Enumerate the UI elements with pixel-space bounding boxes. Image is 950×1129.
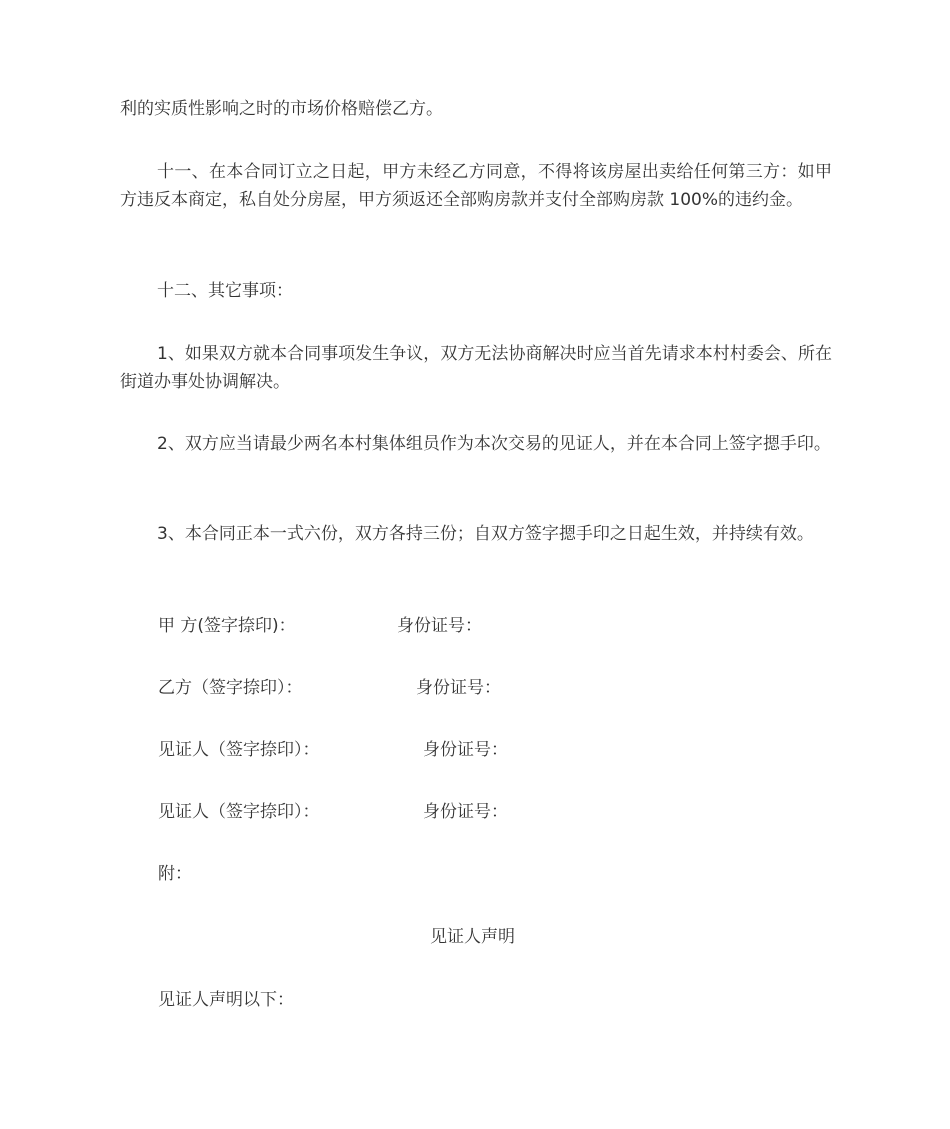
clause-twelve-item-2: 2、双方应当请最少两名本村集体组员作为本次交易的见证人，并在本合同上签字摁手印。	[157, 434, 831, 454]
witness-statement-title: 见证人声明	[430, 927, 515, 947]
witness-1-signature-label: 见证人（签字捺印）：	[158, 740, 320, 760]
party-b-id-label: 身份证号：	[416, 678, 501, 698]
witness-2-signature-label: 见证人（签字捺印）：	[158, 802, 320, 822]
party-a-id-label: 身份证号：	[397, 616, 482, 636]
witness-statement-intro: 见证人声明以下：	[158, 990, 294, 1010]
paragraph-continued: 利的实质性影响之时的市场价格赔偿乙方。	[120, 99, 443, 119]
witness-1-id-label: 身份证号：	[423, 740, 508, 760]
clause-twelve-heading: 十二、其它事项：	[157, 281, 293, 301]
appendix-label: 附：	[158, 864, 192, 884]
clause-eleven: 十一、在本合同订立之日起，甲方未经乙方同意，不得将该房屋出卖给任何第三方：如甲方违反本商定，私自处分房屋，甲方须返还全部购房款并支付全部购房款 100%的违约金。	[120, 162, 832, 210]
party-a-signature-label: 甲 方(签字捺印)：	[158, 616, 296, 636]
clause-twelve-item-3: 3、本合同正本一式六份，双方各持三份；自双方签字摁手印之日起生效，并持续有效。	[157, 524, 814, 544]
party-b-signature-label: 乙方（签字捺印）：	[158, 678, 303, 698]
clause-twelve-item-1: 1、如果双方就本合同事项发生争议，双方无法协商解决时应当首先请求本村村委会、所在街道办事处协调解决。	[120, 344, 832, 392]
witness-2-id-label: 身份证号：	[423, 802, 508, 822]
